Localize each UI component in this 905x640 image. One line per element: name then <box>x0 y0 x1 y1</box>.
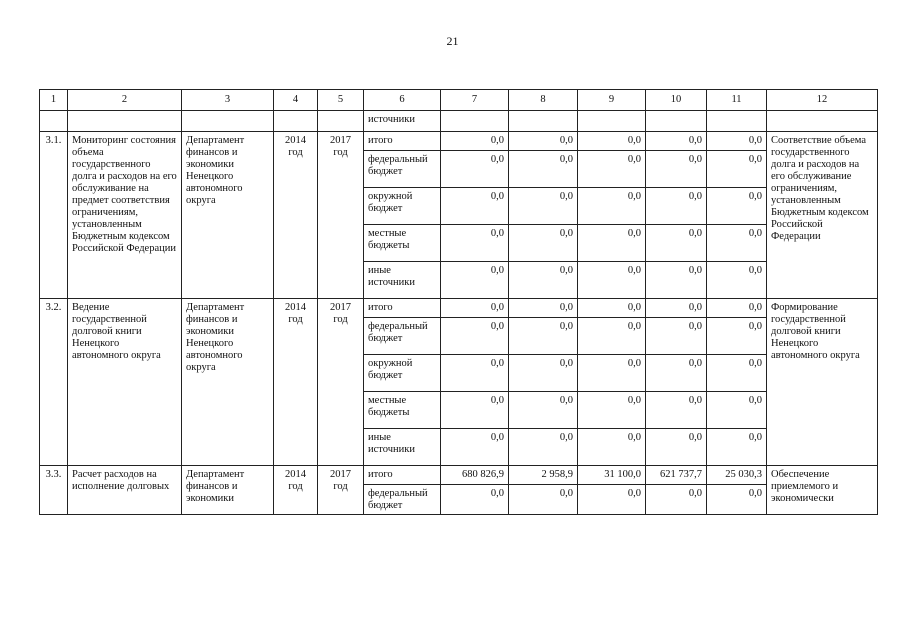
value-cell: 680 826,9 <box>441 466 509 485</box>
column-number: 9 <box>578 90 646 111</box>
source-cell: итого <box>364 466 441 485</box>
value-cell: 0,0 <box>578 262 646 299</box>
source-cell: федеральный бюджет <box>364 485 441 515</box>
value-cell: 0,0 <box>509 151 578 188</box>
value-cell: 0,0 <box>578 318 646 355</box>
item-number: 3.1. <box>40 132 68 299</box>
column-number: 8 <box>509 90 578 111</box>
value-cell: 0,0 <box>646 392 707 429</box>
value-cell: 31 100,0 <box>578 466 646 485</box>
page-number: 21 <box>446 34 459 48</box>
value-cell: 25 030,3 <box>707 466 767 485</box>
value-cell: 0,0 <box>646 355 707 392</box>
executor-cell: Департамент финансов и экономики Ненецкого автономного округа <box>182 132 274 299</box>
source-cell: федеральный бюджет <box>364 318 441 355</box>
executor-cell: Департамент финансов и экономики <box>182 466 274 515</box>
value-cell: 0,0 <box>509 225 578 262</box>
source-cell: иные источники <box>364 429 441 466</box>
program-table <box>39 89 878 515</box>
value-cell: 2 958,9 <box>509 466 578 485</box>
value-cell: 0,0 <box>509 485 578 515</box>
source-cell: иные источники <box>364 262 441 299</box>
source-cell: федеральный бюджет <box>364 151 441 188</box>
source-row <box>40 299 878 318</box>
value-cell: 0,0 <box>441 225 509 262</box>
year-start-cell: 2014 год <box>274 299 318 466</box>
item-number: 3.3. <box>40 466 68 515</box>
year-end-cell: 2017 год <box>318 466 364 515</box>
value-cell: 0,0 <box>441 188 509 225</box>
source-cell: местные бюджеты <box>364 225 441 262</box>
value-cell: 0,0 <box>509 355 578 392</box>
value-cell: 0,0 <box>646 485 707 515</box>
value-cell: 0,0 <box>578 392 646 429</box>
value-cell: 0,0 <box>509 299 578 318</box>
value-cell: 0,0 <box>646 299 707 318</box>
value-cell: 0,0 <box>578 225 646 262</box>
value-cell: 0,0 <box>509 262 578 299</box>
value-cell: 0,0 <box>646 262 707 299</box>
year-end-cell: 2017 год <box>318 299 364 466</box>
source-row <box>40 132 878 151</box>
measure-name: Мониторинг состояния объема государственного долга и расходов на его обслуживание на предмет соответствия ограничениям, установленным Бюджетным кодексом Российской Федерации <box>68 132 182 299</box>
value-cell: 0,0 <box>441 299 509 318</box>
column-number: 12 <box>767 90 878 111</box>
column-number: 4 <box>274 90 318 111</box>
value-cell: 0,0 <box>707 485 767 515</box>
value-cell: 0,0 <box>509 132 578 151</box>
value-cell: 0,0 <box>578 132 646 151</box>
value-cell: 0,0 <box>441 151 509 188</box>
value-cell: 0,0 <box>578 151 646 188</box>
value-cell: 621 737,7 <box>646 466 707 485</box>
column-number: 6 <box>364 90 441 111</box>
item-number: 3.2. <box>40 299 68 466</box>
value-cell: 0,0 <box>441 355 509 392</box>
value-cell: 0,0 <box>646 132 707 151</box>
value-cell: 0,0 <box>441 485 509 515</box>
value-cell: 0,0 <box>707 299 767 318</box>
value-cell: 0,0 <box>707 429 767 466</box>
value-cell: 0,0 <box>578 355 646 392</box>
expected-result-cell: Формирование государственной долговой книги Ненецкого автономного округа <box>767 299 878 466</box>
value-cell: 0,0 <box>707 262 767 299</box>
expected-result-cell: Соответствие объема государственного долга и расходов на его обслуживание ограничениям, установленным Бюджетным кодексом Российской Федерации <box>767 132 878 299</box>
value-cell: 0,0 <box>578 188 646 225</box>
value-cell: 0,0 <box>441 429 509 466</box>
value-cell: 0,0 <box>707 188 767 225</box>
executor-cell: Департамент финансов и экономики Ненецкого автономного округа <box>182 299 274 466</box>
value-cell: 0,0 <box>707 318 767 355</box>
value-cell: 0,0 <box>707 225 767 262</box>
value-cell: 0,0 <box>646 318 707 355</box>
value-cell: 0,0 <box>578 485 646 515</box>
column-number: 7 <box>441 90 509 111</box>
year-end-cell: 2017 год <box>318 132 364 299</box>
value-cell: 0,0 <box>646 429 707 466</box>
value-cell: 0,0 <box>646 225 707 262</box>
source-cell: итого <box>364 132 441 151</box>
source-cell: окружной бюджет <box>364 355 441 392</box>
value-cell: 0,0 <box>646 188 707 225</box>
value-cell: 0,0 <box>441 262 509 299</box>
value-cell: 0,0 <box>578 299 646 318</box>
source-cell: окружной бюджет <box>364 188 441 225</box>
value-cell: 0,0 <box>707 151 767 188</box>
column-number: 3 <box>182 90 274 111</box>
value-cell: 0,0 <box>578 429 646 466</box>
value-cell: 0,0 <box>441 392 509 429</box>
year-start-cell: 2014 год <box>274 466 318 515</box>
column-number: 5 <box>318 90 364 111</box>
source-cell: местные бюджеты <box>364 392 441 429</box>
value-cell: 0,0 <box>441 132 509 151</box>
year-start-cell: 2014 год <box>274 132 318 299</box>
measure-name: Ведение государственной долговой книги Ненецкого автономного округа <box>68 299 182 466</box>
value-cell: 0,0 <box>509 392 578 429</box>
value-cell: 0,0 <box>441 318 509 355</box>
source-cell: источники <box>364 111 441 132</box>
value-cell: 0,0 <box>707 132 767 151</box>
measure-name: Расчет расходов на исполнение долговых <box>68 466 182 515</box>
value-cell: 0,0 <box>509 429 578 466</box>
continuation-row <box>40 111 878 132</box>
column-number: 10 <box>646 90 707 111</box>
expected-result-cell: Обеспечение приемлемого и экономически <box>767 466 878 515</box>
source-cell: итого <box>364 299 441 318</box>
value-cell: 0,0 <box>509 318 578 355</box>
value-cell: 0,0 <box>707 355 767 392</box>
value-cell: 0,0 <box>646 151 707 188</box>
source-row <box>40 466 878 485</box>
column-number: 2 <box>68 90 182 111</box>
column-number-row <box>40 90 878 111</box>
column-number: 1 <box>40 90 68 111</box>
column-number: 11 <box>707 90 767 111</box>
value-cell: 0,0 <box>509 188 578 225</box>
value-cell: 0,0 <box>707 392 767 429</box>
